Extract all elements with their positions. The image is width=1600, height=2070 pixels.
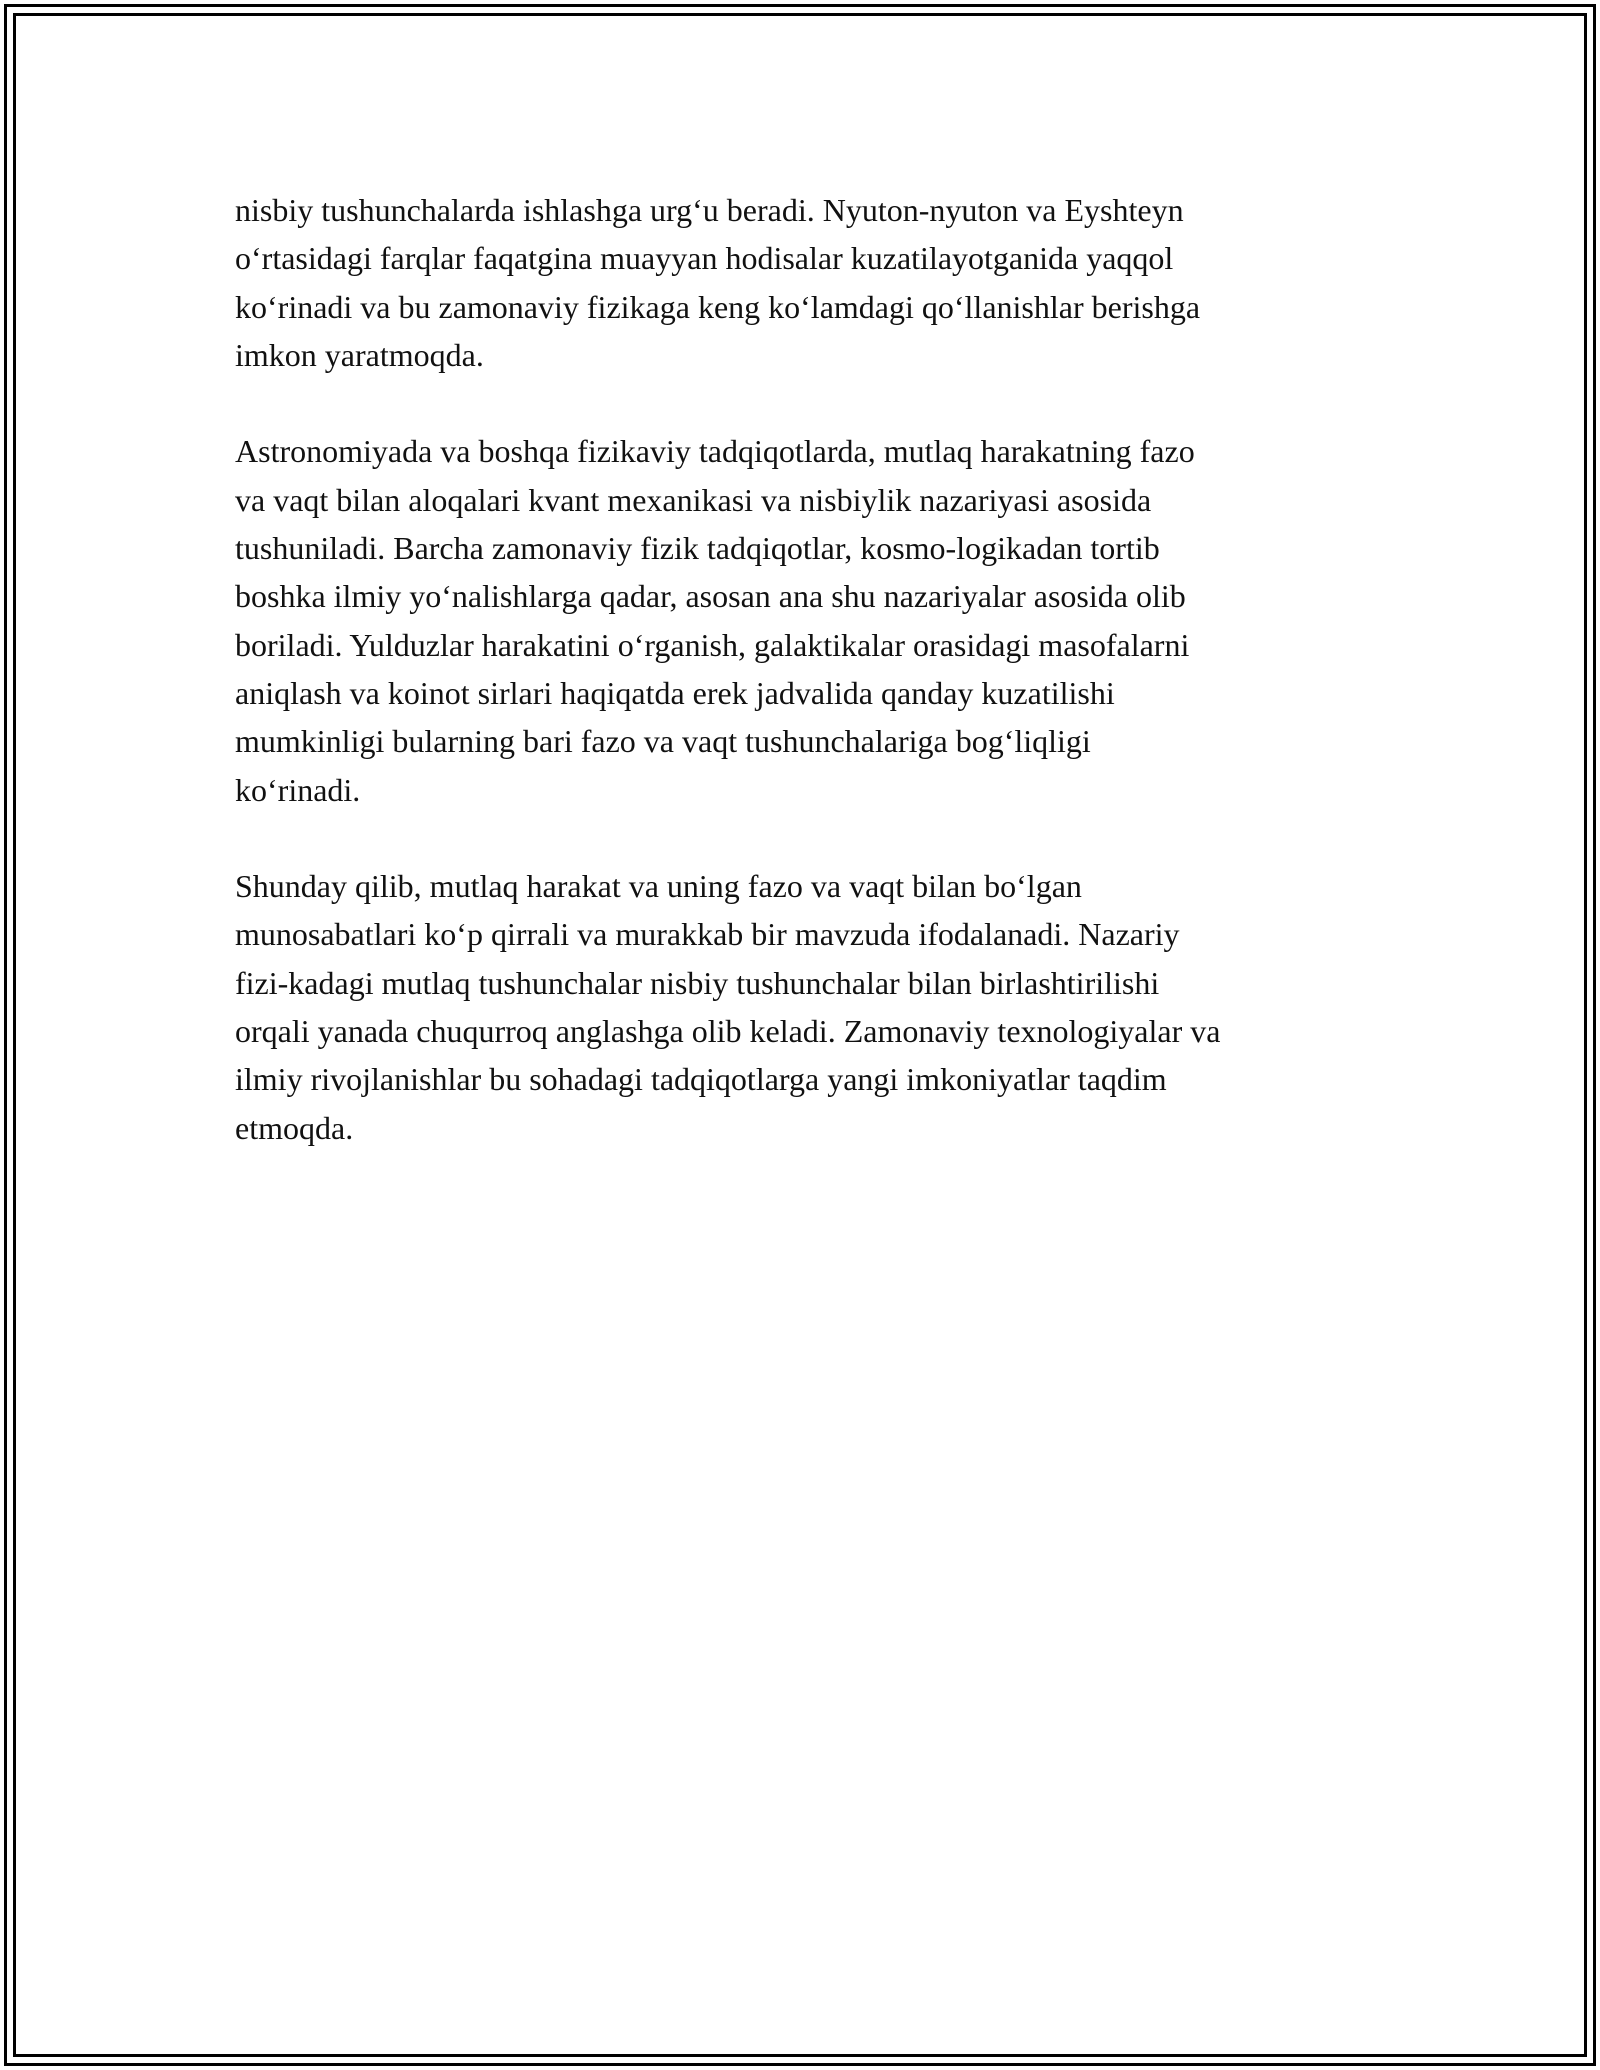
text-line: etmoqda. — [235, 1109, 354, 1146]
text-line: nisbiy tushunchalarda ishlashga urg‘u beradi. Nyuton-nyuton va Eyshteyn — [235, 192, 1184, 228]
text-line: ilmiy rivojlanishlar bu sohadagi tadqiqotlarga yangi imkoniyatlar taqdim — [235, 1061, 1167, 1098]
paragraph-2 — [235, 427, 1385, 813]
text-line: ko‘rinadi va bu zamonaviy fizikaga keng ko‘lamdagi qo‘llanishlar berishga — [235, 288, 1201, 325]
text-line: va vaqt bilan aloqalari kvant mexanikasi va nisbiylik nazariyasi asosida — [235, 481, 1152, 518]
text-line: boriladi. Yulduzlar harakatini o‘rganish, galaktikalar orasidagi masofalarni — [235, 626, 1190, 663]
text-line: ko‘rinadi. — [235, 771, 361, 808]
text-line: fizi-kadagi mutlaq tushunchalar nisbiy tushunchalar bilan birlashtirilishi — [235, 964, 1160, 1001]
paragraph-3 — [235, 862, 1385, 1152]
text-line: Shunday qilib, mutlaq harakat va uning fazo va vaqt bilan bo‘lgan — [235, 868, 1082, 905]
document-body — [235, 186, 1385, 1200]
text-line: boshka ilmiy yo‘nalishlarga qadar, asosan ana shu nazariyalar asosida olib — [235, 578, 1186, 615]
paragraph-1 — [235, 186, 1385, 379]
text-line: munosabatlari ko‘p qirrali va murakkab bir mavzuda ifodalanadi. Nazariy — [235, 916, 1180, 953]
text-line: imkon yaratmoqda. — [235, 336, 484, 373]
text-line: orqali yanada chuqurroq anglashga olib keladi. Zamonaviy texnologiyalar va — [235, 1013, 1221, 1050]
text-line: Astronomiyada va boshqa fizikaviy tadqiqotlarda, mutlaq harakatning fazo — [235, 433, 1195, 470]
text-line: mumkinligi bularning bari fazo va vaqt tushunchalariga bog‘liqligi — [235, 723, 1091, 760]
text-line: tushuniladi. Barcha zamonaviy fizik tadqiqotlar, kosmo-logikadan tortib — [235, 530, 1160, 567]
text-line: aniqlash va koinot sirlari haqiqatda erek jadvalida qanday kuzatilishi — [235, 674, 1115, 711]
text-line: o‘rtasidagi farqlar faqatgina muayyan hodisalar kuzatilayotganida yaqqol — [235, 240, 1174, 277]
